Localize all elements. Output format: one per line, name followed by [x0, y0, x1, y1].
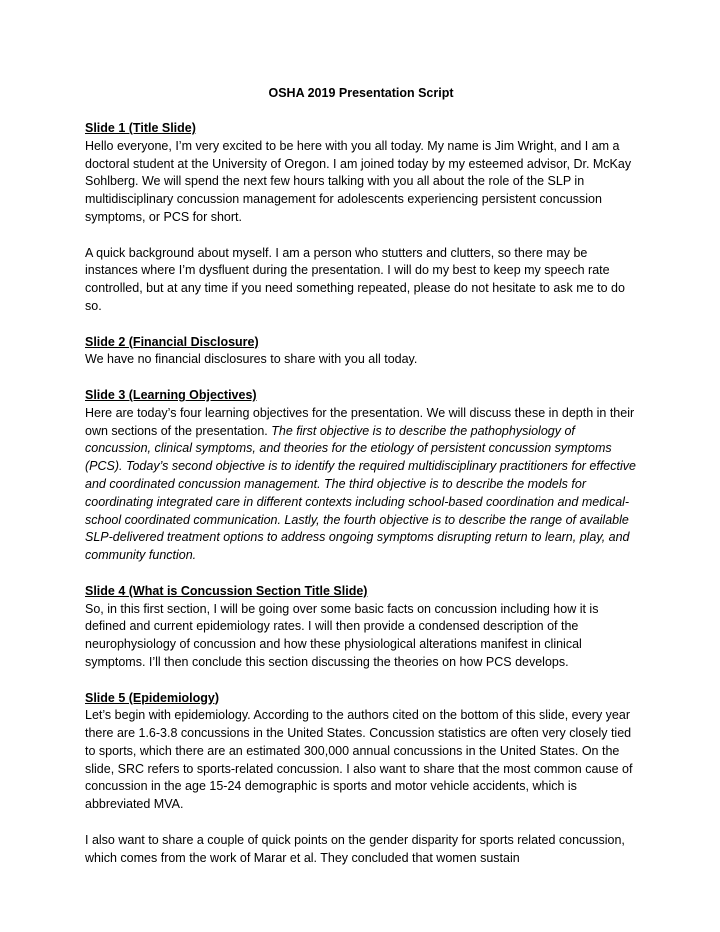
- paragraph: So, in this first section, I will be going over some basic facts on concussion including how it is defined and current epidemiology rates. I will then provide a condensed description of the neurophysiology of concussion and how these physiological alterations manifest in clinical symptoms. I’ll then conclude this section discussing the theories on how PCS develops.: [85, 601, 599, 669]
- section-slide-1: [85, 120, 637, 316]
- paragraph: I also want to share a couple of quick points on the gender disparity for sports related concussion, which comes from the work of Marar et al. They concluded that women sustain: [85, 832, 625, 865]
- section-slide-4: [85, 583, 637, 672]
- paragraph: [85, 405, 637, 565]
- section-heading: Slide 3 (Learning Objectives): [85, 387, 257, 402]
- section-heading: Slide 2 (Financial Disclosure): [85, 334, 259, 349]
- section-heading: Slide 1 (Title Slide): [85, 121, 196, 135]
- paragraph: We have no financial disclosures to share with you all today.: [85, 352, 418, 367]
- section-slide-5: [85, 690, 637, 868]
- paragraph: Let’s begin with epidemiology. According to the authors cited on the bottom of this slide, every year there are 1.6-3.8 concussions in the United States. Concussion statistics are often very closely tied to sports, which there are an estimated 300,000 annual concussions in the United States. On the slide, SRC refers to sports-related concussion. I also want to share that the most common cause of concussion in the age 15-24 demographic is sports and motor vehicle accidents, which is abbreviated MVA.: [85, 708, 633, 812]
- section-slide-2: [85, 334, 637, 370]
- section-slide-3: [85, 387, 637, 565]
- section-heading: Slide 5 (Epidemiology): [85, 690, 220, 705]
- paragraph: Hello everyone, I’m very excited to be here with you all today. My name is Jim Wright, and I am a doctoral student at the University of Oregon. I am joined today by my esteemed advisor, Dr. McKay Sohlberg. We will spend the next few hours talking with you all about the role of the SLP in multidisciplinary concussion management for adolescents experiencing persistent concussion symptoms, or PCS for short.: [85, 138, 632, 224]
- paragraph: A quick background about myself. I am a person who stutters and clutters, so there may be instances where I’m dysfluent during the presentation. I will do my best to keep my speech rate controlled, but at any time if you need something repeated, please do not hesitate to ask me to do so.: [85, 245, 625, 313]
- paragraph-italic-text: The first objective is to describe the pathophysiology of concussion, clinical symptoms, and theories for the etiology of persistent concussion symptoms (PCS). Today’s second objective is to identify the required multidisciplinary practitioners for effective and coordinated concussion management. The third objective is to describe the models for coordinating integrated care in different contexts including school-based coordination and medical-school coordinated communication. Lastly, the fourth objective is to describe the range of available SLP-delivered treatment options to address ongoing symptoms disrupting return to learn, play, and community function.: [85, 423, 636, 563]
- paragraph-plain-text: Here are today’s four learning objectives for the presentation. We will discuss these in depth in their own sections of the presentation.: [85, 405, 635, 438]
- document-title: OSHA 2019 Presentation Script: [268, 86, 454, 100]
- document-page: [85, 84, 637, 885]
- section-heading: Slide 4 (What is Concussion Section Title Slide): [85, 583, 368, 598]
